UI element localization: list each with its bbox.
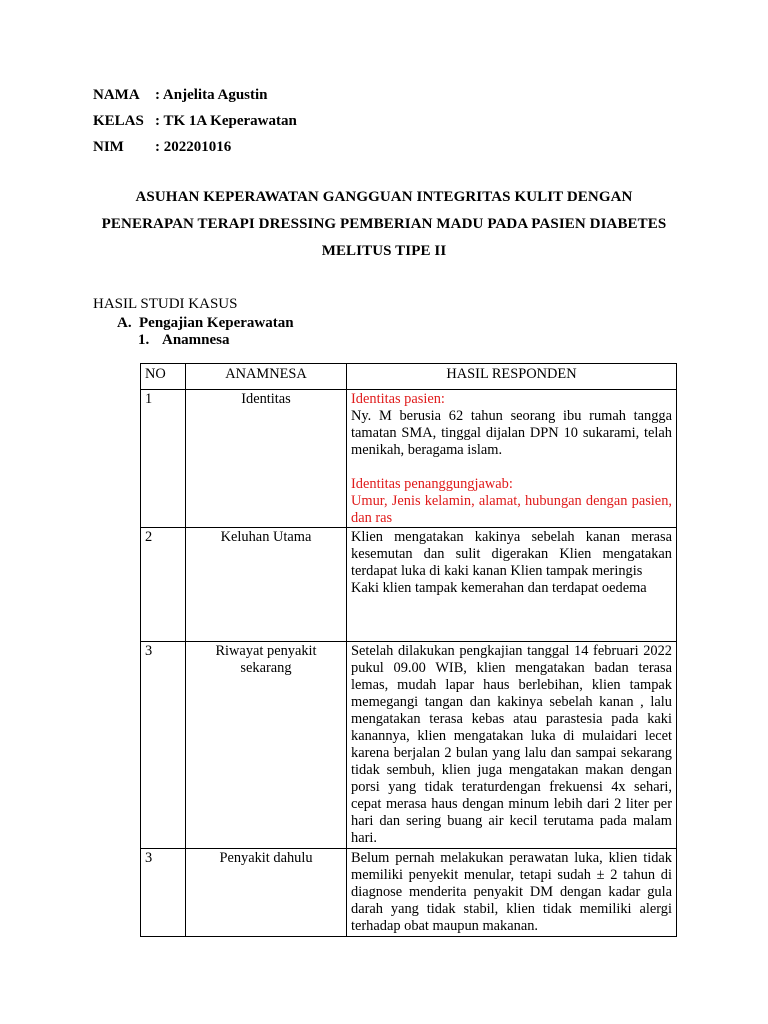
table-header-row — [141, 364, 677, 390]
identitas-penanggungjawab-text: Umur, Jenis kelamin, alamat, hubungan dengan pasien, dan ras — [351, 493, 672, 526]
identitas-pasien-text: Ny. M berusia 62 tahun seorang ibu rumah tangga tamatan SMA, tinggal dijalan DPN 10 sukarami, telah menikah, beragama islam. — [351, 408, 672, 458]
student-class — [93, 113, 297, 130]
class-value: : TK 1A Keperawatan — [155, 113, 297, 129]
cell-anamnesa: Riwayat penyakit sekarang — [186, 642, 347, 849]
table-row — [141, 390, 677, 528]
cell-hasil: Setelah dilakukan pengkajian tanggal 14 februari 2022 pukul 09.00 WIB, klien mengatakan badan terasa lemas, mudah lapar haus berlebihan, klien tampak memegangi tangan dan kakinya sebelah kanan , lalu mengatakan terasa kebas atau parastesia pada kaki kanannya, klien mengatakan luka di mulaidari lecet karena berjalan 2 bulan yang lalu dan sampai sekarang tidak sembuh, klien juga mengatakan makan dengan porsi yang tidak teraturdengan frekuensi 4x sehari, cepat merasa haus dengan minum lebih dari 2 liter per hari dan sering buang air kecil terutama pada malam hari. — [347, 642, 677, 849]
section-a-label: Pengajian Keperawatan — [139, 315, 294, 331]
cell-no: 3 — [141, 642, 186, 849]
keluhan-text-1: Klien mengatakan kakinya sebelah kanan merasa kesemutan dan sulit digerakan Klien mengatakan terdapat luka di kaki kanan Klien tampak meringis — [351, 529, 672, 579]
identitas-pasien-label: Identitas pasien: — [351, 391, 445, 407]
identitas-penanggungjawab-label: Identitas penanggungjawab: — [351, 476, 513, 492]
cell-anamnesa: Penyakit dahulu — [186, 849, 347, 937]
header-anamnesa: ANAMNESA — [186, 364, 347, 390]
cell-anamnesa: Identitas — [186, 390, 347, 528]
section-heading-hasil: HASIL STUDI KASUS — [93, 296, 238, 312]
cell-no: 1 — [141, 390, 186, 528]
cell-no: 2 — [141, 528, 186, 642]
section-a-heading — [117, 315, 294, 332]
table-row — [141, 528, 677, 642]
name-label: NAMA — [93, 87, 140, 103]
cell-hasil: Belum pernah melakukan perawatan luka, klien tidak memiliki penyekit menular, tetapi sudah ± 2 tahun di diagnose menderita penyakit DM dengan kadar gula darah yang tidak stabil, klien tidak memiliki alergi terhadap obat maupun makanan. — [347, 849, 677, 937]
keluhan-text-2: Kaki klien tampak kemerahan dan terdapat oedema — [351, 580, 647, 596]
name-value: : Anjelita Agustin — [155, 87, 268, 103]
class-label: KELAS — [93, 113, 144, 129]
table-row — [141, 849, 677, 937]
cell-hasil — [347, 528, 677, 642]
document-title — [40, 184, 728, 265]
student-nim — [93, 139, 231, 156]
table-row — [141, 642, 677, 849]
cell-anamnesa: Keluhan Utama — [186, 528, 347, 642]
cell-no: 3 — [141, 849, 186, 937]
subsection-1-number: 1. — [138, 332, 150, 348]
student-name — [93, 87, 268, 104]
section-a-number: A. — [117, 315, 132, 331]
header-no: NO — [141, 364, 186, 390]
nim-label: NIM — [93, 139, 124, 155]
nim-value: : 202201016 — [155, 139, 232, 155]
anamnesa-table — [140, 363, 677, 937]
title-line-1: ASUHAN KEPERAWATAN GANGGUAN INTEGRITAS KULIT DENGAN — [135, 189, 633, 205]
title-line-2: PENERAPAN TERAPI DRESSING PEMBERIAN MADU PADA PASIEN DIABETES — [101, 216, 667, 232]
subsection-1-label: Anamnesa — [162, 332, 230, 348]
cell-hasil — [347, 390, 677, 528]
subsection-1-heading — [138, 332, 230, 349]
header-hasil-responden: HASIL RESPONDEN — [347, 364, 677, 390]
title-line-3: MELITUS TIPE II — [321, 243, 447, 259]
